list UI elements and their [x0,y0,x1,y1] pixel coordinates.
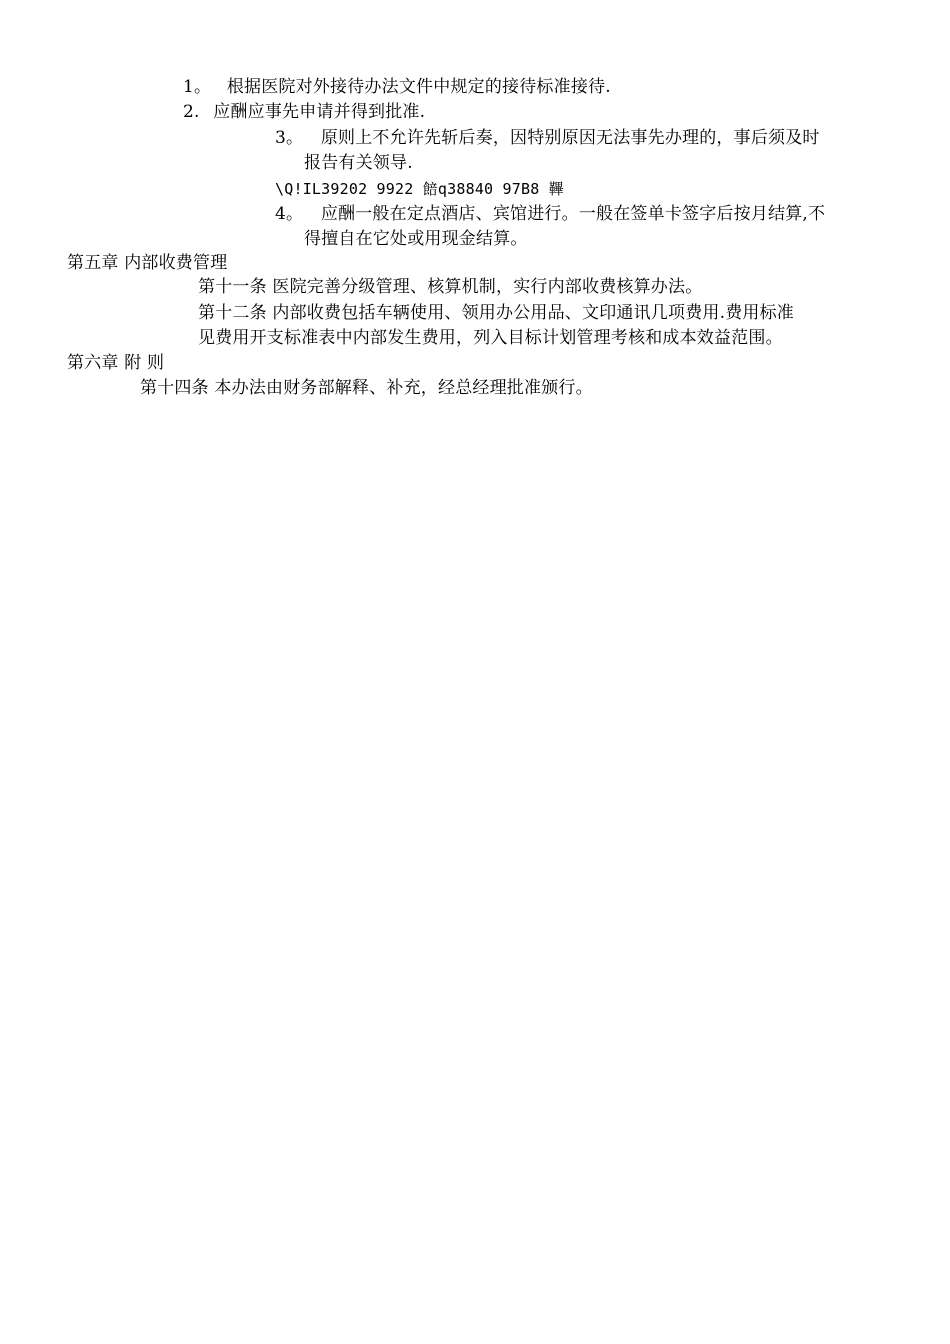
list-item-4 [275,203,825,225]
chapter-5-heading: 第五章 内部收费管理 [67,253,228,273]
article-14: 第十四条 本办法由财务部解释、补充，经总经理批准颁行。 [140,378,593,398]
list-item-3 [275,127,820,149]
list-number: 4。 [275,204,304,224]
list-text: 原则上不允许先斩后奏，因特别原因无法事先办理的，事后须及时 [320,128,820,148]
list-text: 根据医院对外接待办法文件中规定的接待标准接待. [226,77,611,97]
list-number: 3。 [275,128,304,148]
list-item-4-continuation: 得擅自在它处或用现金结算。 [304,229,528,249]
article-11: 第十一条 医院完善分级管理、核算机制，实行内部收费核算办法。 [198,277,703,297]
list-number: 1。 [183,77,212,97]
article-12-line-2: 见费用开支标准表中内部发生费用，列入目标计划管理考核和成本效益范围。 [198,328,783,348]
article-12-line-1: 第十二条 内部收费包括车辆使用、领用办公用品、文印通讯几项费用.费用标准 [198,303,795,323]
list-item-2 [183,101,425,123]
list-number: 2. [183,102,200,122]
garbled-text: \Q!IL39202 9922 餢q38840 97B8 鞸 [275,180,564,198]
chapter-6-heading: 第六章 附 则 [67,353,165,373]
list-item-1 [183,76,611,98]
list-text: 应酬应事先申请并得到批准. [213,102,426,122]
list-item-3-continuation: 报告有关领导. [304,153,413,173]
list-text: 应酬一般在定点酒店、宾馆进行。一般在签单卡签字后按月结算,不 [320,204,826,224]
